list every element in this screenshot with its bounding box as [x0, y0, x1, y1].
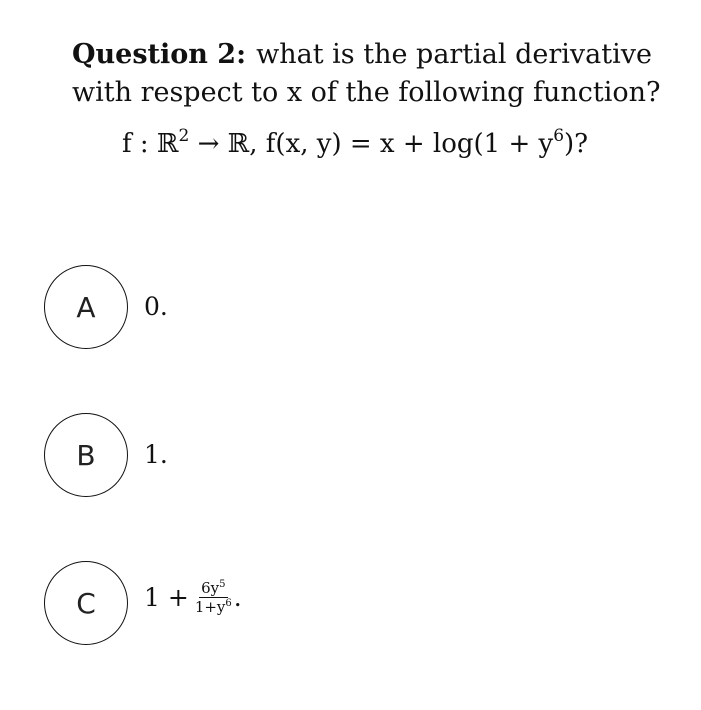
- question-text-line-1: what is the partial derivative: [256, 39, 652, 70]
- option-c-answer: [144, 579, 242, 616]
- fraction-denominator: [193, 598, 234, 616]
- option-b-button[interactable]: B: [44, 413, 128, 497]
- option-c-answer-prefix: 1 +: [144, 582, 189, 612]
- formula-suffix: )?: [564, 129, 589, 159]
- option-c-fraction: [193, 579, 234, 616]
- numerator-exponent: 5: [219, 579, 226, 590]
- formula-exponent-2: 6: [553, 126, 565, 146]
- formula-middle: → ℝ, f(x, y) = x + log(1 + y: [189, 129, 554, 159]
- denominator-exponent: 6: [225, 598, 232, 609]
- option-a-answer: 0.: [144, 292, 168, 321]
- function-formula: [122, 126, 588, 162]
- question-label: Question 2:: [72, 39, 247, 70]
- question-text-line-2: with respect to x of the following function?: [72, 77, 661, 108]
- option-c-answer-suffix: .: [233, 582, 242, 612]
- option-b-answer: 1.: [144, 440, 168, 469]
- formula-prefix: f : ℝ: [122, 129, 179, 159]
- fraction-numerator: [199, 579, 227, 598]
- question-text: [72, 36, 661, 112]
- formula-exponent-1: 2: [178, 126, 190, 146]
- option-a-button[interactable]: A: [44, 265, 128, 349]
- question-line-1: [72, 36, 652, 74]
- numerator-base: 6y: [201, 579, 220, 597]
- denominator-base: 1+y: [194, 598, 226, 616]
- option-c-button[interactable]: C: [44, 561, 128, 645]
